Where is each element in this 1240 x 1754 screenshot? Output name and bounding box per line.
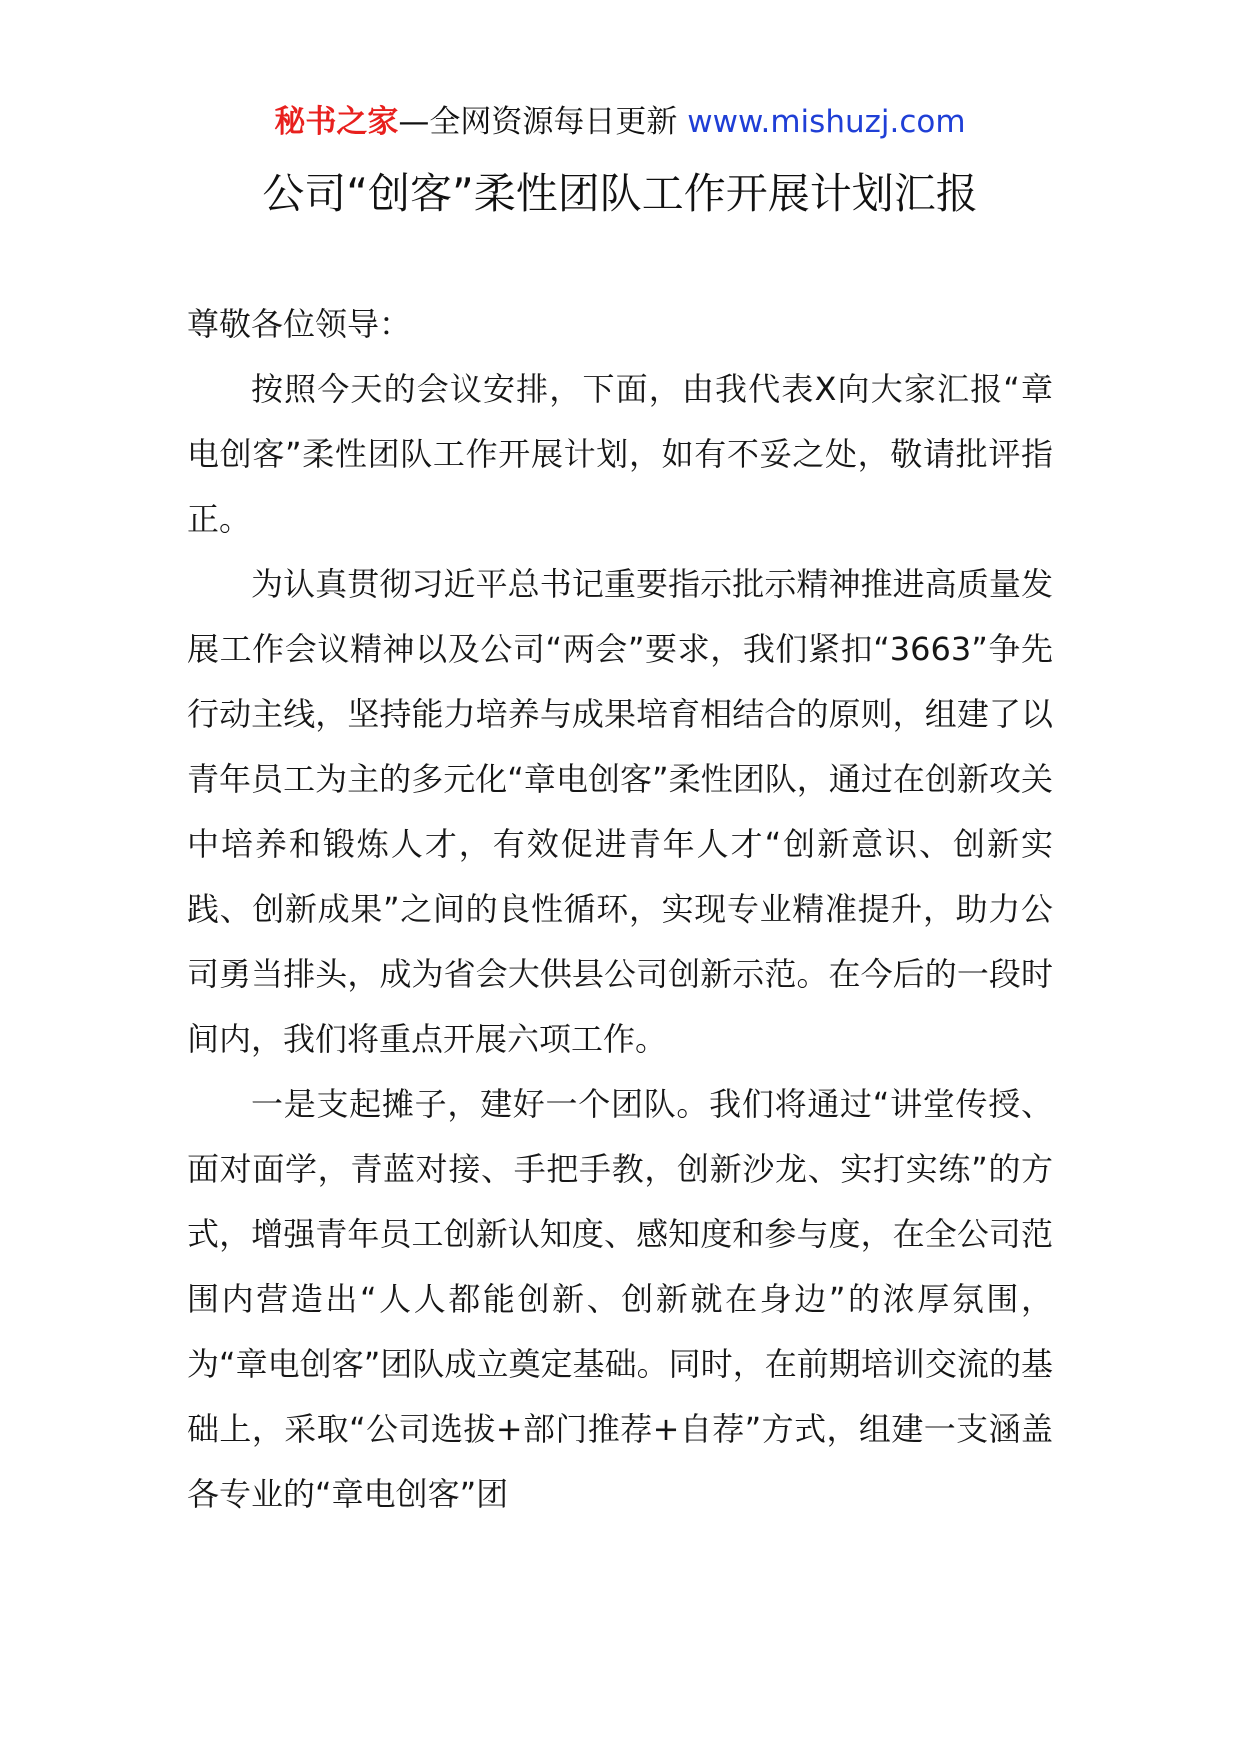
brand-name: 秘书之家 — [274, 104, 399, 140]
paragraph-task-one: 一是支起摊子，建好一个团队。我们将通过“讲堂传授、面对面学，青蓝对接、手把手教，创新沙龙、实打实练”的方式，增强青年员工创新认知度、感知度和参与度，在全公司范围内营造出“人人都能创新、创新就在身边”的浓厚氛围，为“章电创客”团队成立奠定基础。同时，在前期培训交流的基础上，采取“公司选拔+部门推荐+自荐”方式，组建一支涵盖各专业的“章电创客”团 — [187, 1085, 1053, 1513]
salutation: 尊敬各位领导： — [187, 305, 412, 343]
header-slogan: —全网资源每日更新 — [398, 104, 688, 140]
site-url-link[interactable]: www.mishuzj.com — [687, 104, 966, 140]
document-title: 公司“创客”柔性团队工作开展计划汇报 — [262, 169, 978, 218]
watermark-header — [0, 100, 1240, 144]
document-body — [187, 292, 1053, 1527]
paragraph-background: 为认真贯彻习近平总书记重要指示批示精神推进高质量发展工作会议精神以及公司“两会”要求，我们紧扣“3663”争先行动主线，坚持能力培养与成果培育相结合的原则，组建了以青年员工为主的多元化“章电创客”柔性团队，通过在创新攻关中培养和锻炼人才，有效促进青年人才“创新意识、创新实践、创新成果”之间的良性循环，实现专业精准提升，助力公司勇当排头，成为省会大供县公司创新示范。在今后的一段时间内，我们将重点开展六项工作。 — [187, 565, 1053, 1058]
paragraph-intro: 按照今天的会议安排，下面，由我代表X向大家汇报“章电创客”柔性团队工作开展计划，如有不妥之处，敬请批评指正。 — [187, 370, 1053, 538]
